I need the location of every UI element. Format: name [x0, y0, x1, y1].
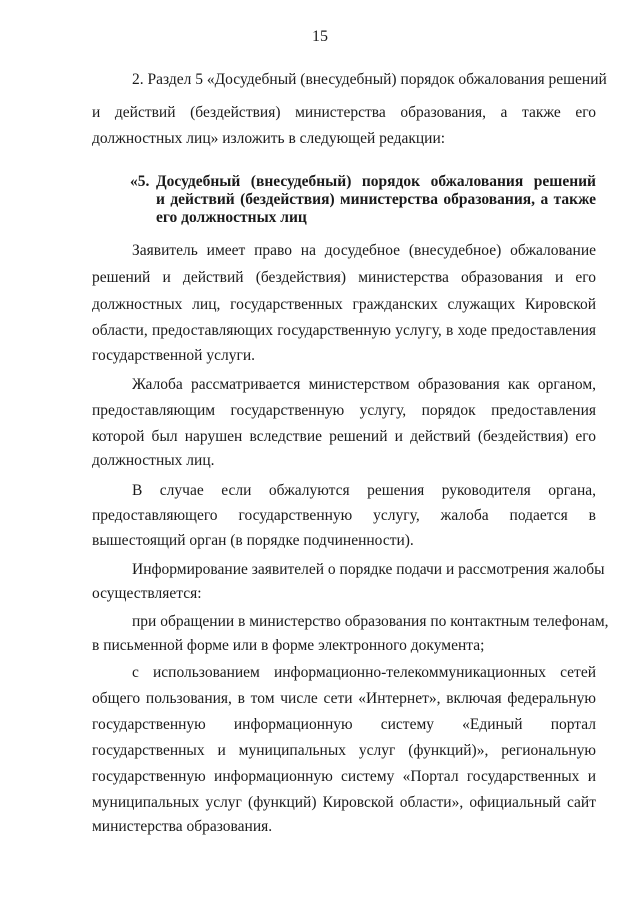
text-line: в письменной форме или в форме электронного документа; — [92, 637, 485, 654]
heading-line: и действий (бездействия) министерства образования, а также — [156, 191, 596, 208]
text-line: государственную информационную систему «Единый портал — [92, 716, 596, 733]
text-line: должностных лиц» изложить в следующей редакции: — [92, 130, 446, 147]
text-line: Заявитель имеет право на досудебное (внесудебное) обжалование — [132, 242, 596, 259]
text-line: вышестоящий орган (в порядке подчиненности). — [92, 532, 414, 549]
text-line: решений и действий (бездействия) министерства образования и его — [92, 269, 596, 286]
text-line: Информирование заявителей о порядке подачи и рассмотрения жалобы — [132, 561, 605, 578]
text-line: предоставляющим государственную услугу, порядок предоставления — [92, 402, 596, 419]
text-line: муниципальных услуг (функций) Кировской области», официальный сайт — [92, 794, 596, 811]
text-line: В случае если обжалуются решения руководителя органа, — [132, 482, 596, 499]
text-line: которой был нарушен вследствие решений и действий (бездействия) его — [92, 428, 596, 445]
text-line: осуществляется: — [92, 585, 202, 602]
text-line: предоставляющего государственную услугу, жалоба подается в — [92, 507, 596, 524]
text-line: должностных лиц. — [92, 452, 215, 469]
section-number: «5. — [130, 173, 150, 190]
text-line: общего пользования, в том числе сети «Интернет», включая федеральную — [92, 690, 596, 707]
text-line: государственных и муниципальных услуг (функций)», региональную — [92, 742, 596, 759]
text-line: государственной услуги. — [92, 347, 255, 364]
text-line: Жалоба рассматривается министерством образования как органом, — [132, 376, 596, 393]
text-line: и действий (бездействия) министерства образования, а также его — [92, 104, 596, 121]
heading-line: его должностных лиц — [156, 209, 307, 226]
text-line: 2. Раздел 5 «Досудебный (внесудебный) порядок обжалования решений — [132, 71, 607, 88]
text-line: с использованием информационно-телекоммуникационных сетей — [132, 664, 596, 681]
heading-line: Досудебный (внесудебный) порядок обжалования решений — [156, 173, 596, 190]
text-line: области, предоставляющих государственную услугу, в ходе предоставления — [92, 322, 596, 339]
page-number: 15 — [312, 28, 328, 45]
text-line: при обращении в министерство образования по контактным телефонам, — [132, 613, 609, 630]
text-line: должностных лиц, государственных гражданских служащих Кировской — [92, 296, 596, 313]
text-line: государственную информационную систему «Портал государственных и — [92, 768, 596, 785]
text-line: министерства образования. — [92, 818, 273, 835]
